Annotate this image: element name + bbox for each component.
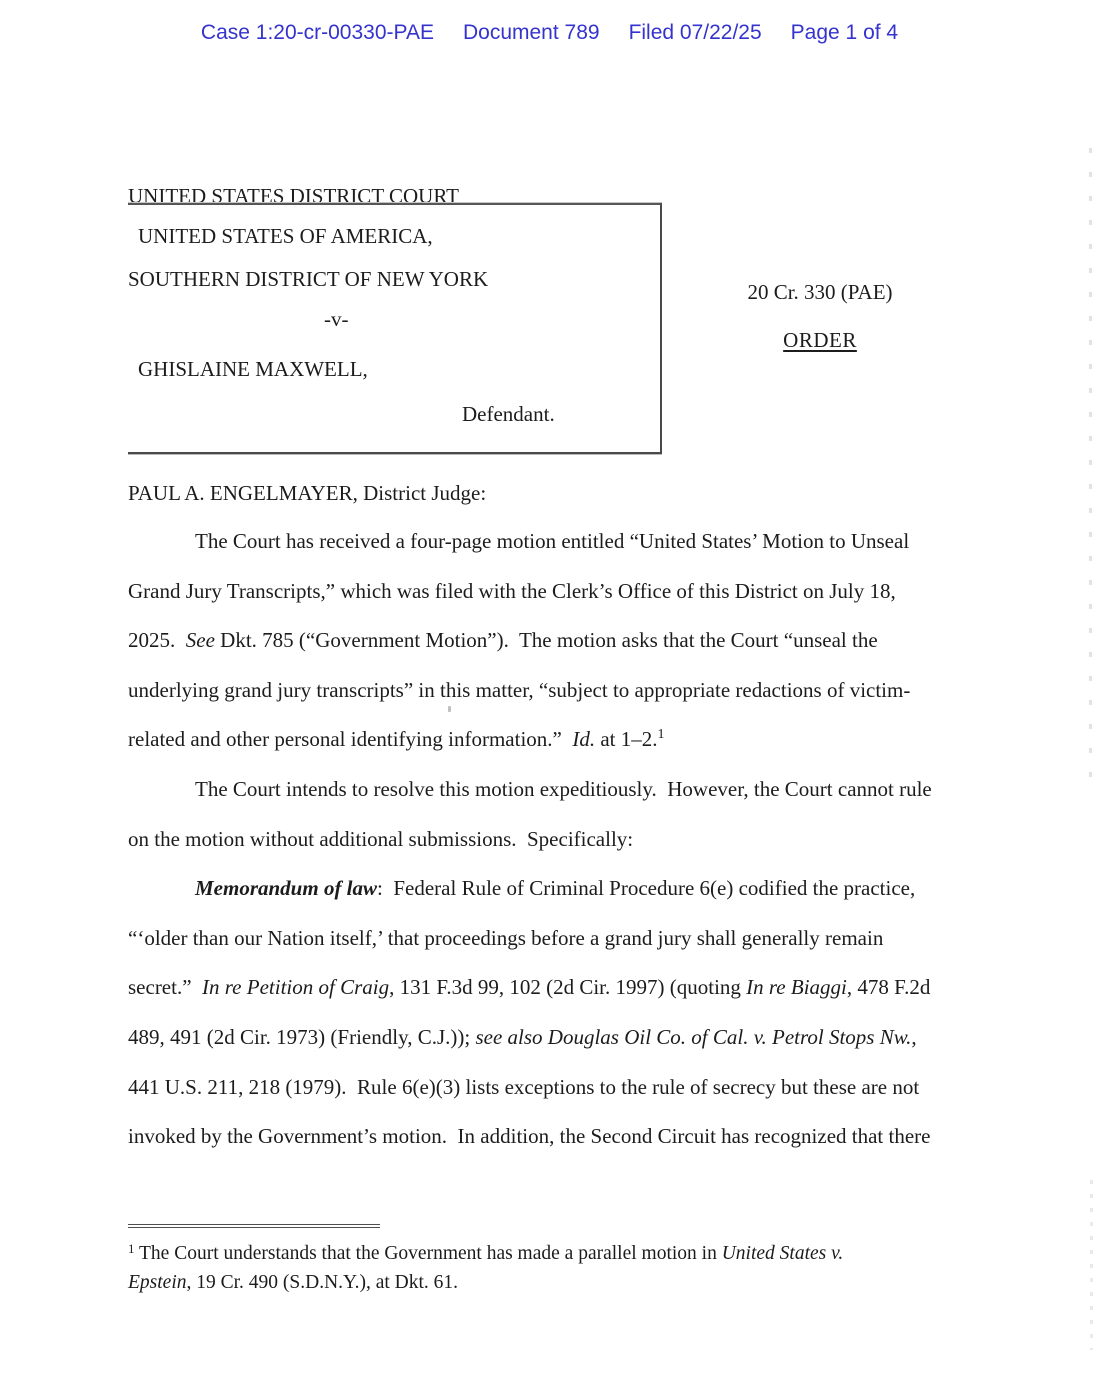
text-line: $^1$ The Court understands that the Government has made a parallel motion in United States v. [128,1241,844,1264]
scan-artifacts-right-edge-lower [1090,1180,1093,1350]
versus-label: -v- [324,307,349,331]
plaintiff-name: UNITED STATES OF AMERICA, [138,224,433,248]
header-case-number: Case 1:20-cr-00330-PAE [200,21,434,44]
footnote-lines [128,1240,958,1297]
text-line: on the motion without additional submissions. Specifically: [128,826,634,851]
body-lines [128,517,988,1162]
text-line: Epstein, 19 Cr. 490 (S.D.N.Y.), at Dkt. 61. [128,1271,459,1293]
footnote-separator [128,1224,380,1233]
judge-line: PAUL A. ENGELMAYER, District Judge: [128,481,487,505]
header-page-number: Page 1 of 4 [790,21,899,44]
scan-artifact-dot [448,706,451,712]
text-line: 441 U.S. 211, 218 (1979). Rule 6(e)(3) lists exceptions to the rule of secrecy but these are not [128,1074,920,1099]
text-line: invoked by the Government’s motion. In addition, the Second Circuit has recognized that there [128,1124,931,1149]
caption-box [128,203,662,454]
header-filed-date: Filed 07/22/25 [628,21,762,44]
text-line: underlying grand jury transcripts” in this matter, “subject to appropriate redactions of victim- [128,677,911,702]
court-district: SOUTHERN DISTRICT OF NEW YORK [128,266,489,291]
text-line: The Court has received a four-page motion entitled “United States’ Motion to Unseal [195,529,910,553]
pdf-header [0,21,1099,45]
court-name: UNITED STATES DISTRICT COURT [128,184,459,208]
defendant-label: Defendant. [462,402,555,426]
header-document-number: Document 789 [462,21,600,44]
text-line: 489, 491 (2d Cir. 1973) (Friendly, C.J.)); see also Douglas Oil Co. of Cal. v. Petrol Stops Nw., [128,1024,917,1049]
text-line: 2025. See Dkt. 785 (“Government Motion”). The motion asks that the Court “unseal the [128,628,878,653]
scan-artifacts-right-edge [1089,148,1092,788]
text-line: secret.” In re Petition of Craig, 131 F.3d 99, 102 (2d Cir. 1997) (quoting In re Biaggi, 478 F.2d [128,975,931,1000]
order-title: ORDER [783,328,857,352]
text-line: “‘older than our Nation itself,’ that proceedings before a grand jury shall generally remain [128,925,884,950]
text-line: The Court intends to resolve this motion expeditiously. However, the Court cannot rule [195,776,932,801]
text-line: Memorandum of law: Federal Rule of Criminal Procedure 6(e) codified the practice, [195,876,916,901]
text-line: related and other personal identifying information.” Id. at 1–2.$^1$ [128,727,665,752]
text-line: Grand Jury Transcripts,” which was filed with the Clerk’s Office of this District on July 18, [128,578,896,603]
case-number: 20 Cr. 330 (PAE) [747,280,893,304]
defendant-name: GHISLAINE MAXWELL, [138,357,368,381]
